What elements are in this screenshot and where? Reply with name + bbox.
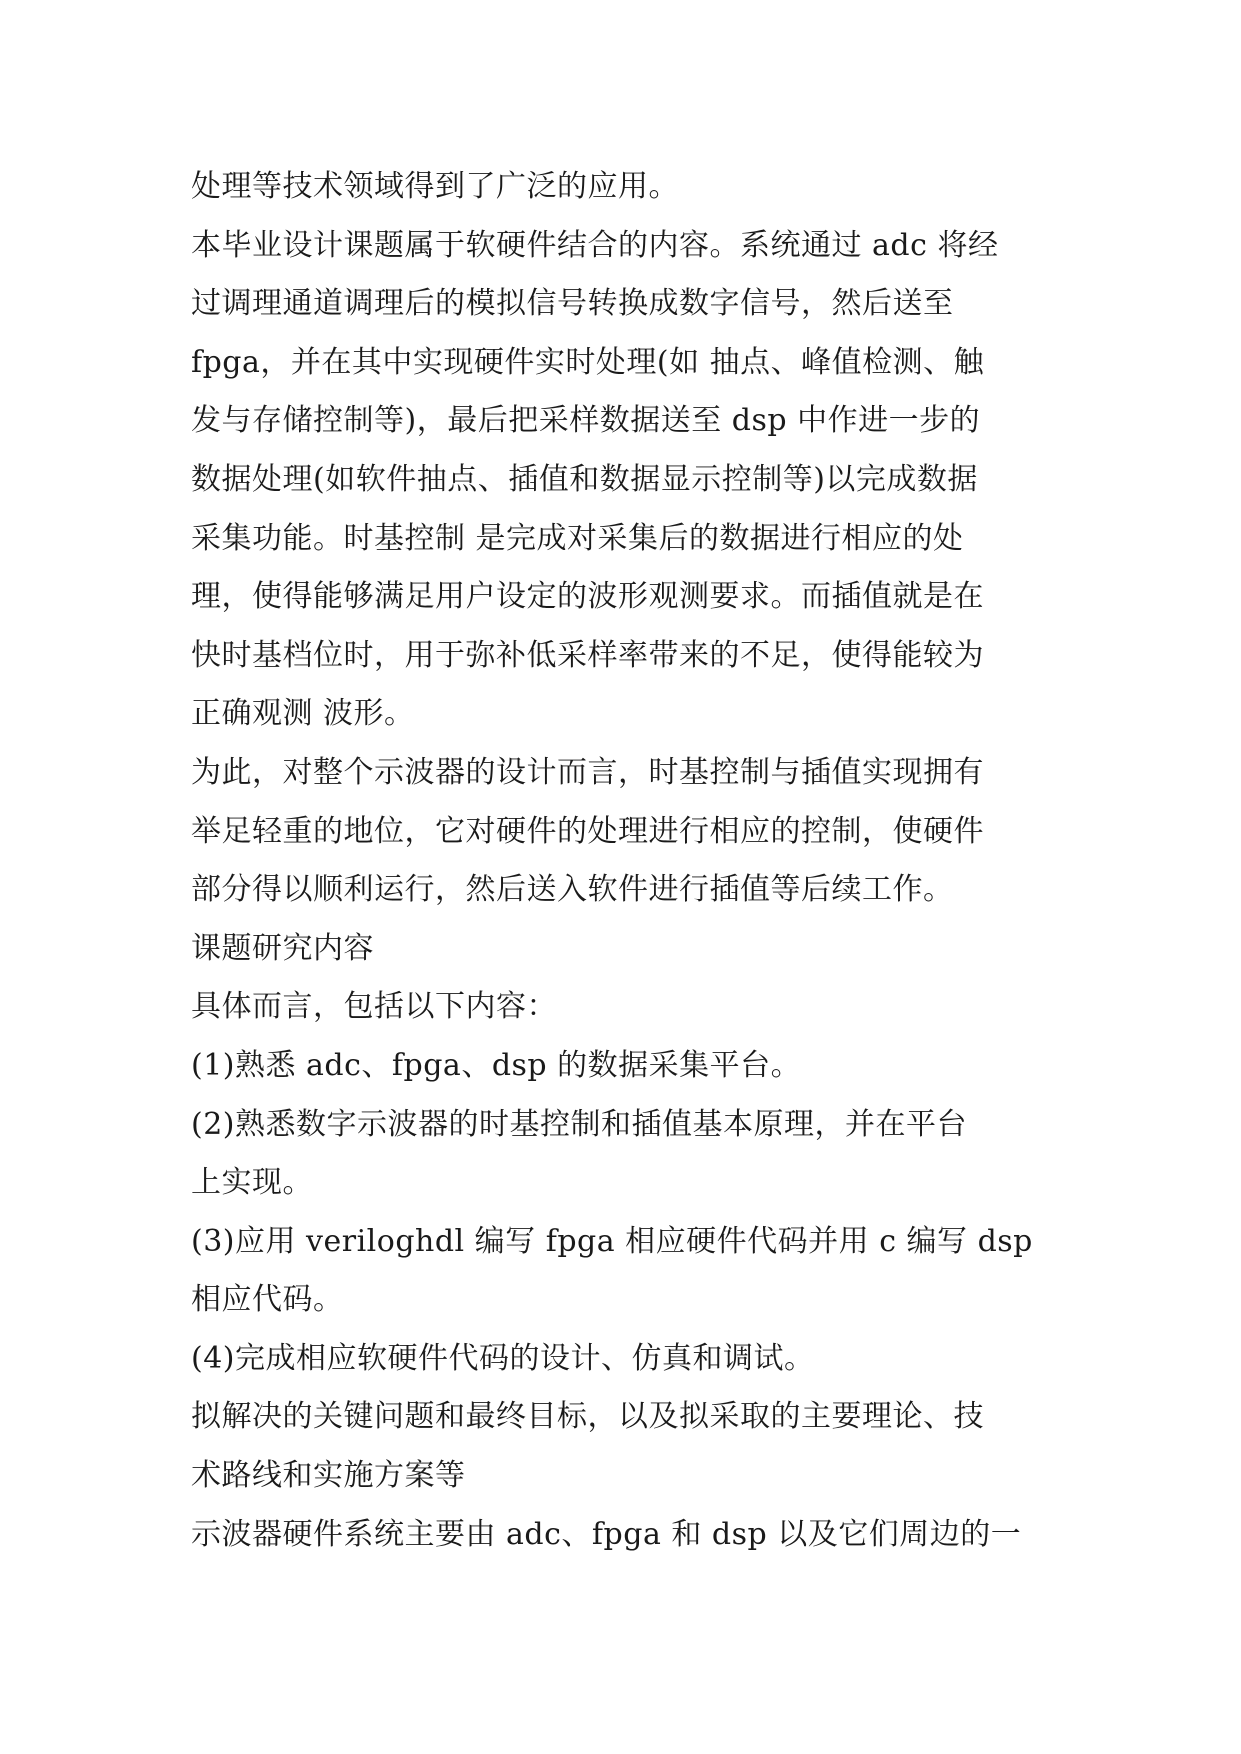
section-heading: 课题研究内容 [191, 930, 374, 966]
section-heading: 拟解决的关键问题和最终目标，以及拟采取的主要理论、技 [191, 1399, 984, 1435]
text-line: 示波器硬件系统主要由 adc、fpga 和 dsp 以及它们周边的一 [191, 1516, 1022, 1552]
text-line: 理，使得能够满足用户设定的波形观测要求。而插值就是在 [191, 579, 984, 615]
text-line: 本毕业设计课题属于软硬件结合的内容。系统通过 adc 将经 [191, 227, 999, 263]
text-line: 快时基档位时，用于弥补低采样率带来的不足，使得能较为 [191, 637, 984, 673]
section-heading-continuation: 术路线和实施方案等 [191, 1458, 466, 1494]
text-line: 处理等技术领域得到了广泛的应用。 [191, 169, 679, 204]
text-line: 数据处理(如软件抽点、插值和数据显示控制等)以完成数据 [191, 461, 978, 497]
list-item-continuation: 相应代码。 [191, 1282, 344, 1318]
list-item-continuation: 上实现。 [191, 1165, 313, 1201]
list-item: (4)完成相应软硬件代码的设计、仿真和调试。 [191, 1340, 815, 1376]
text-line: 具体而言，包括以下内容： [191, 989, 557, 1025]
text-line: 采集功能。时基控制 是完成对采集后的数据进行相应的处 [191, 520, 964, 556]
text-line: 发与存储控制等)，最后把采样数据送至 dsp 中作进一步的 [191, 403, 981, 439]
list-item: (3)应用 veriloghdl 编写 fpga 相应硬件代码并用 c 编写 dsp [191, 1223, 1033, 1259]
text-line: 为此，对整个示波器的设计而言，时基控制与插值实现拥有 [191, 754, 984, 790]
text-line: 部分得以顺利运行，然后送入软件进行插值等后续工作。 [191, 872, 954, 908]
document-body [191, 158, 1071, 1564]
text-line: 正确观测 波形。 [191, 696, 415, 732]
text-line: fpga，并在其中实现硬件实时处理(如 抽点、峰值检测、触 [191, 344, 985, 380]
text-line: 过调理通道调理后的模拟信号转换成数字信号，然后送至 [191, 286, 954, 322]
list-item: (2)熟悉数字示波器的时基控制和插值基本原理，并在平台 [191, 1106, 967, 1142]
text-line: 举足轻重的地位，它对硬件的处理进行相应的控制，使硬件 [191, 813, 984, 849]
list-item: (1)熟悉 adc、fpga、dsp 的数据采集平台。 [191, 1047, 802, 1083]
